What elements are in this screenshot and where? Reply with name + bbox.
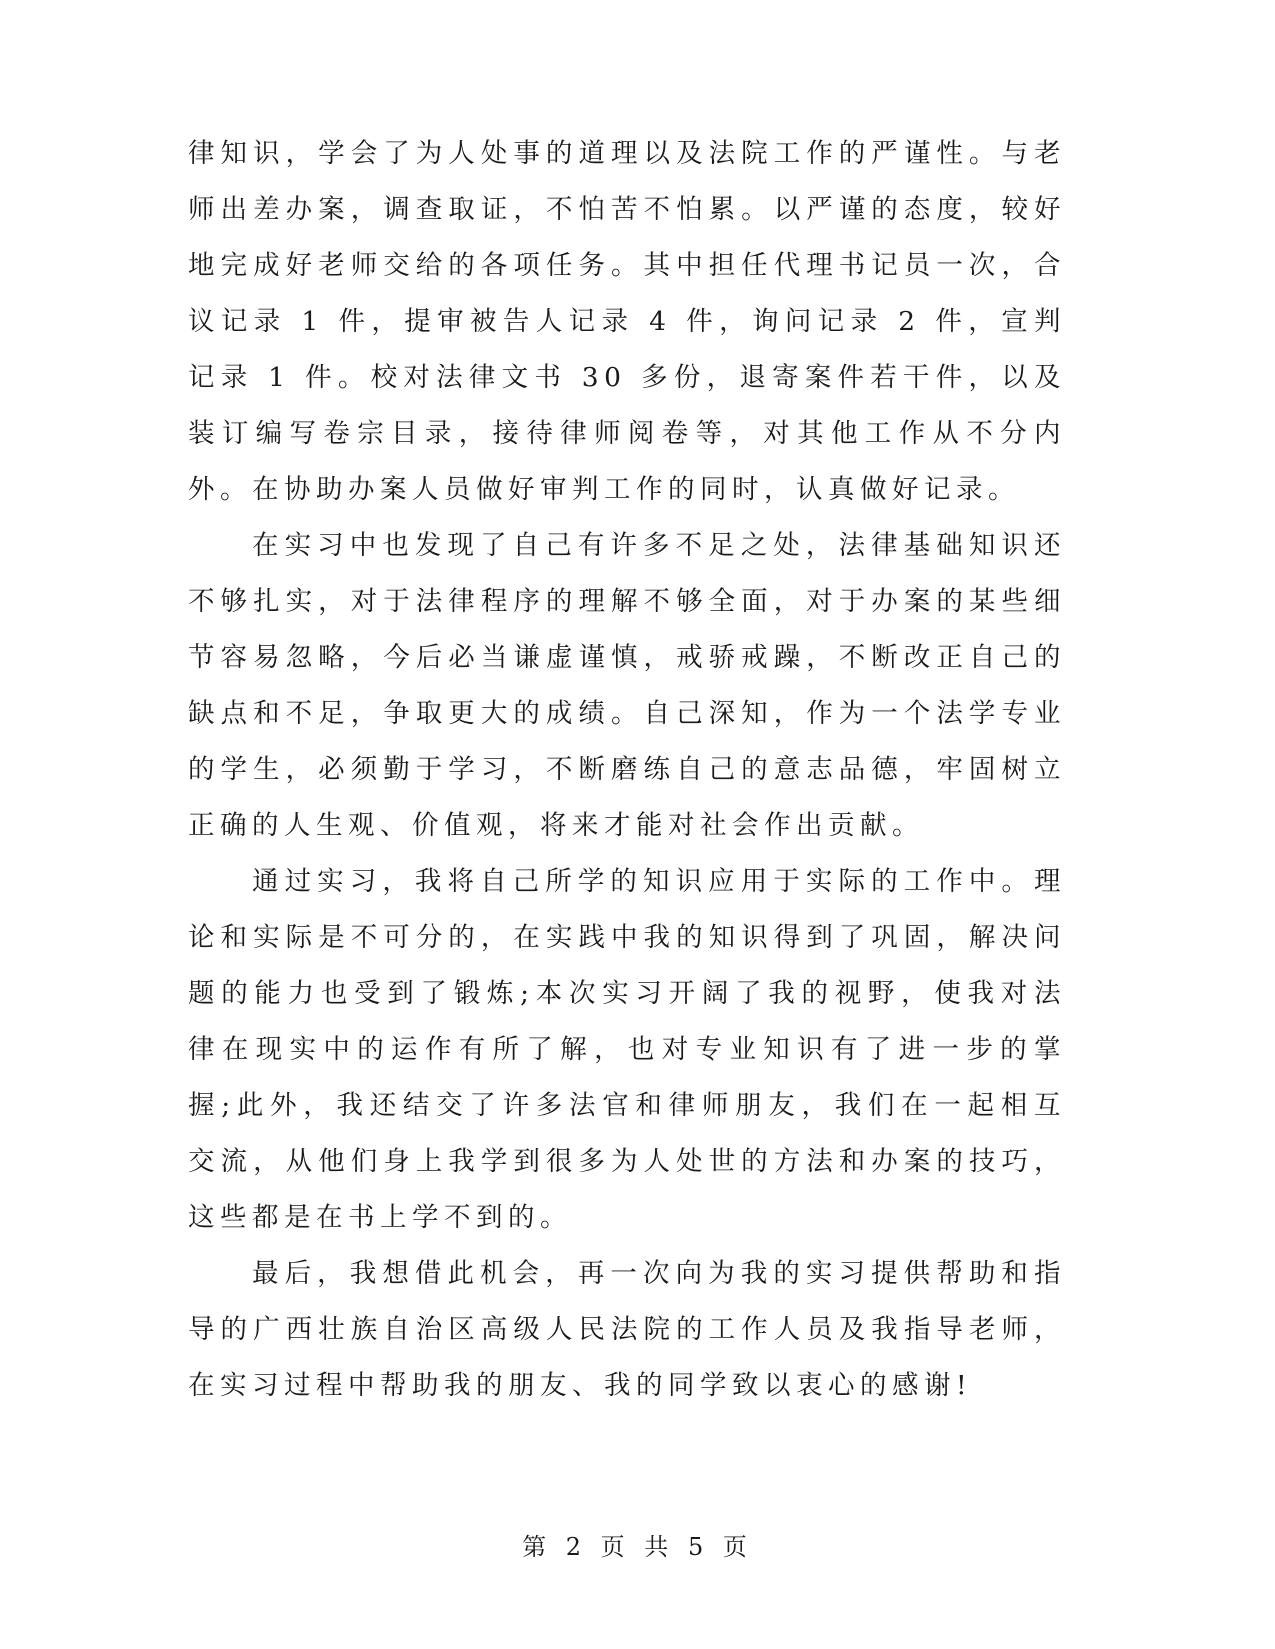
paragraph-thanks: 最后，我想借此机会，再一次向为我的实习提供帮助和指导的广西壮族自治区高级人民法院的工作人员及我指导老师，在实习过程中帮助我的朋友、我的同学致以衷心的感谢!	[188, 1258, 1066, 1401]
paragraph-continuation: 律知识，学会了为人处事的道理以及法院工作的严谨性。与老师出差办案，调查取证，不怕苦不怕累。以严谨的态度，较好地完成好老师交给的各项任务。其中担任代理书记员一次，合议记录 1 件，提审被告人记录 4 件，询问记录 2 件，宣判记录 1 件。校对法律文书 30 多份，退寄案件若干件，以及装订编写卷宗目录，接待律师阅卷等，对其他工作从不分内外。在协助办案人员做好审判工作的同时，认真做好记录。	[188, 138, 1066, 505]
paragraph-gains: 通过实习，我将自己所学的知识应用于实际的工作中。理论和实际是不可分的，在实践中我的知识得到了巩固，解决问题的能力也受到了锻炼;本次实习开阔了我的视野，使我对法律在现实中的运作有所了解，也对专业知识有了进一步的掌握;此外，我还结交了许多法官和律师朋友，我们在一起相互交流，从他们身上我学到很多为人处世的方法和办案的技巧，这些都是在书上学不到的。	[188, 866, 1066, 1233]
paragraph-shortcomings: 在实习中也发现了自己有许多不足之处，法律基础知识还不够扎实，对于法律程序的理解不够全面，对于办案的某些细节容易忽略，今后必当谦虚谨慎，戒骄戒躁，不断改正自己的缺点和不足，争取更大的成绩。自己深知，作为一个法学专业的学生，必须勤于学习，不断磨练自己的意志品德，牢固树立正确的人生观、价值观，将来才能对社会作出贡献。	[188, 530, 1066, 841]
body-text	[188, 126, 1066, 1414]
page-number-footer: 第 2 页 共 5 页	[522, 1533, 753, 1561]
